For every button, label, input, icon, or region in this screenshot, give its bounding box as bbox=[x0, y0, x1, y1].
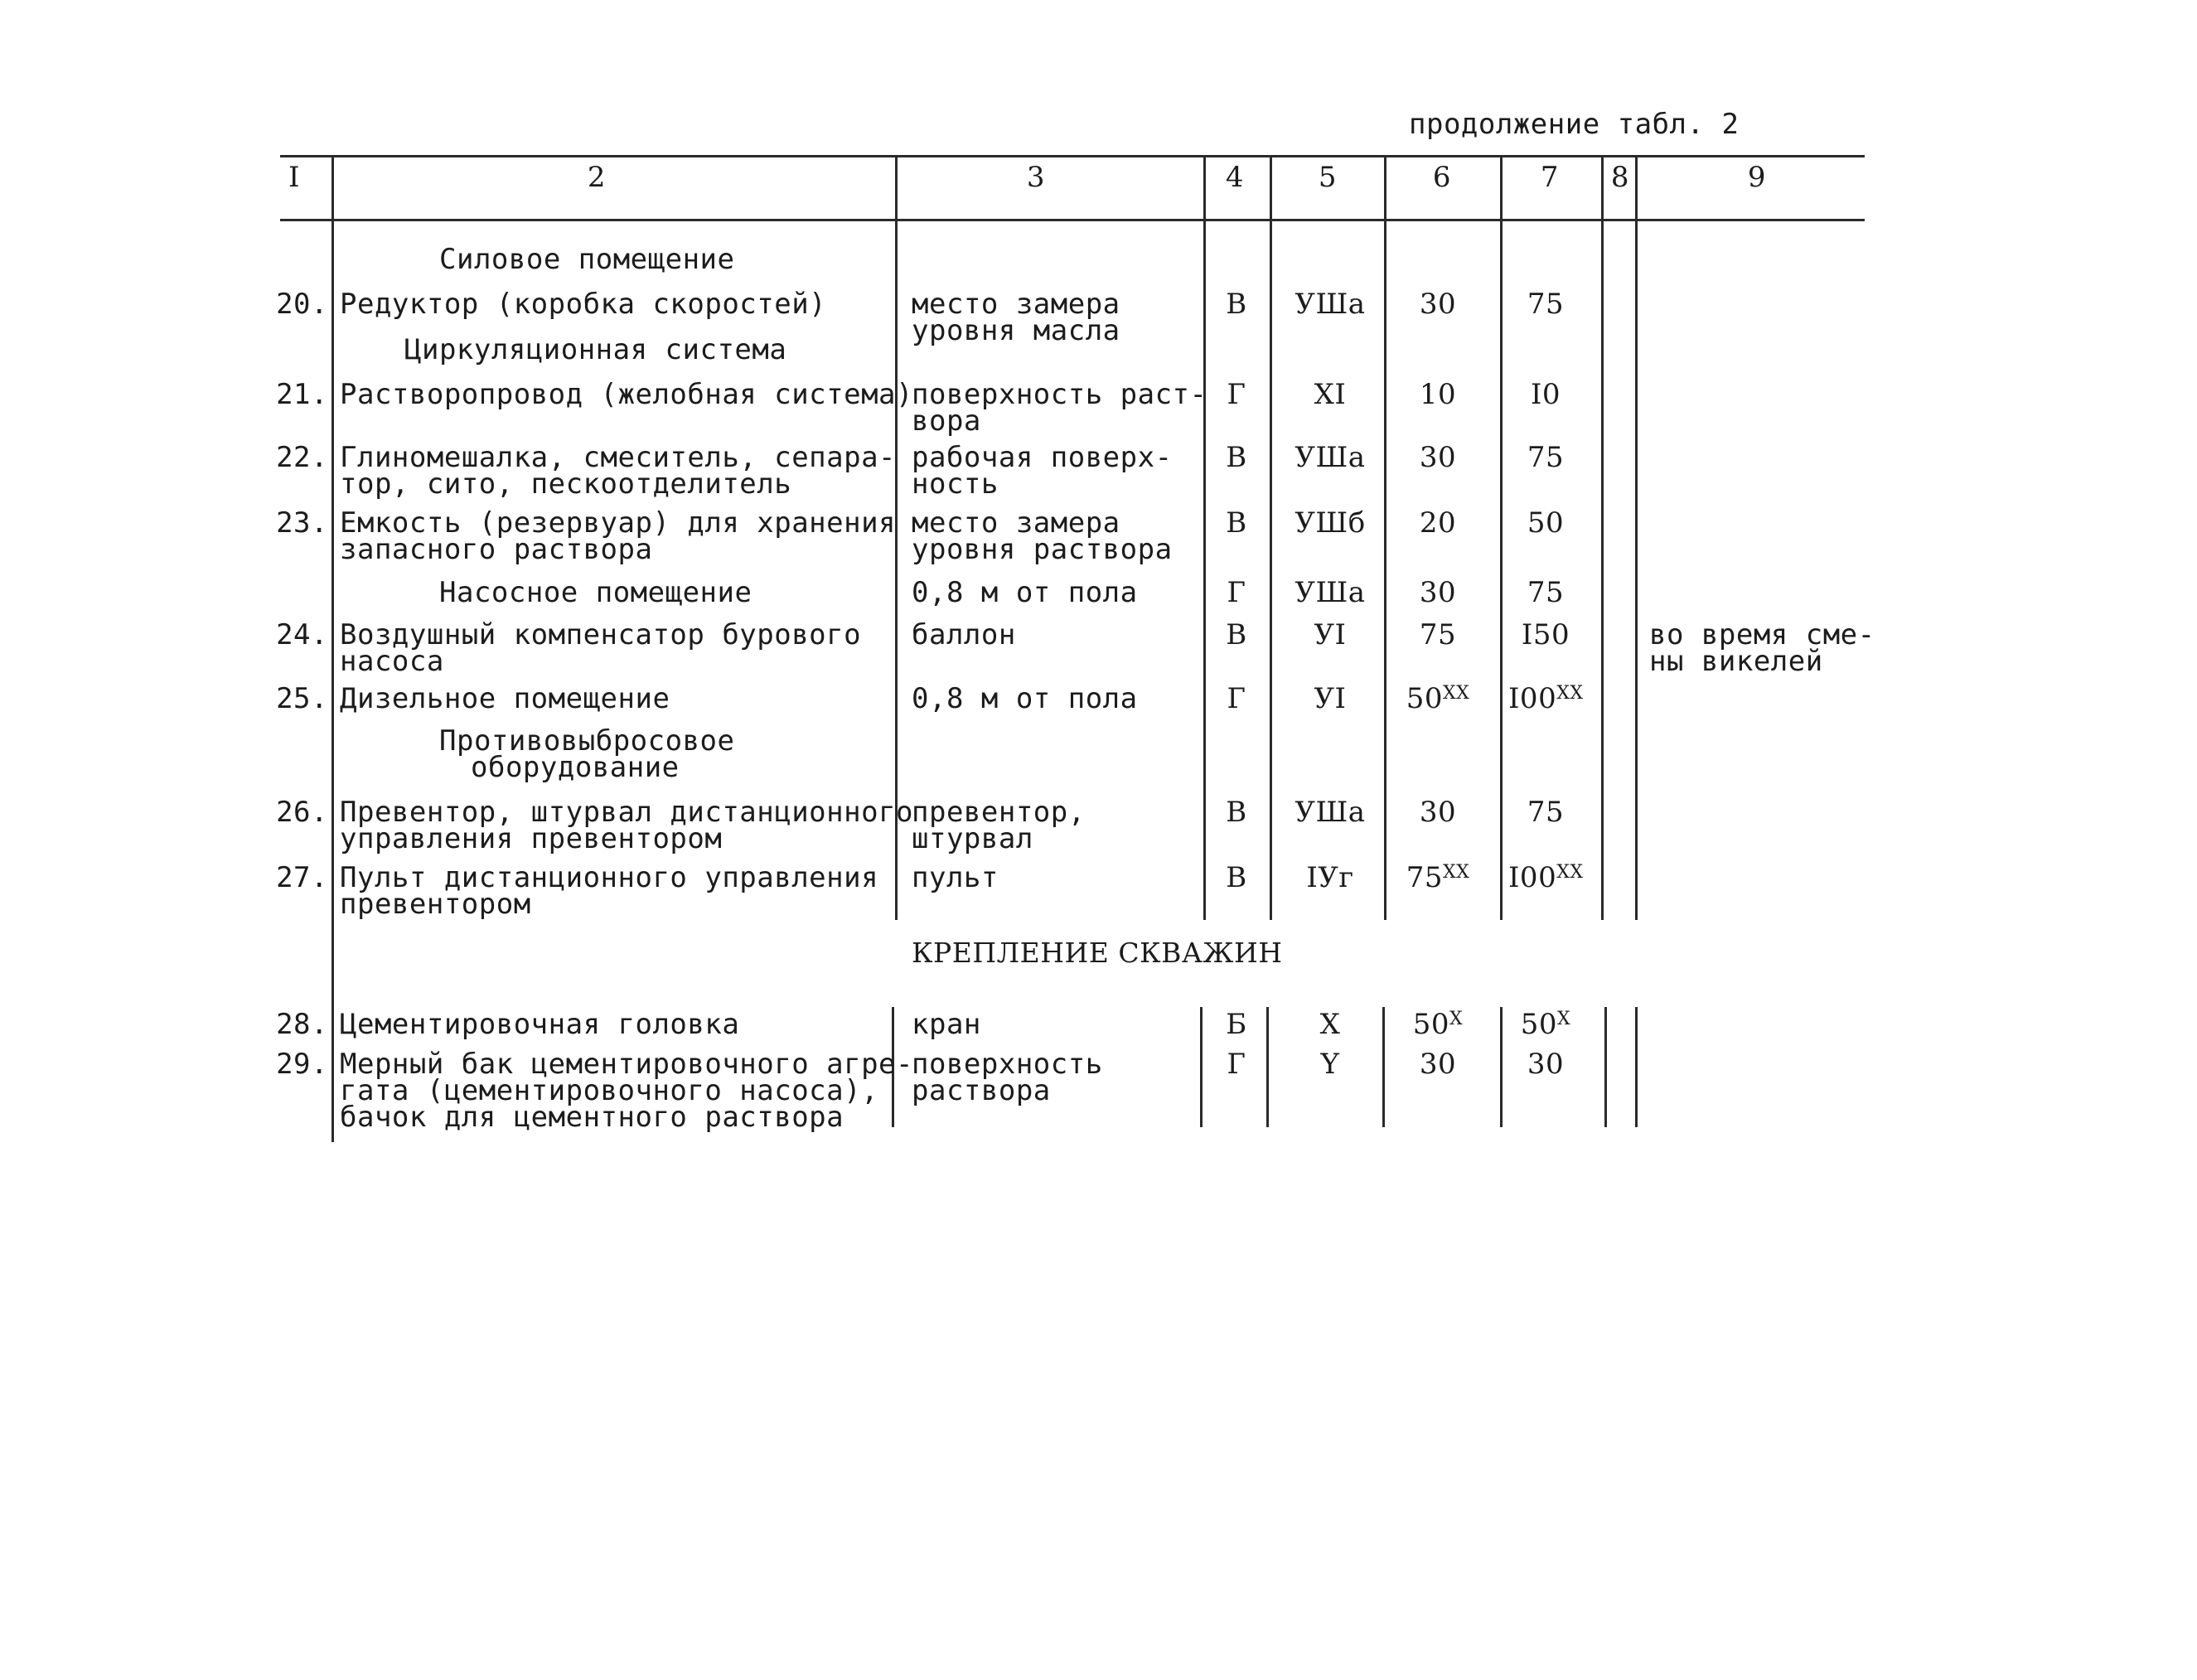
row-c6-value: 30 bbox=[1419, 441, 1457, 474]
row-c6-superscript: XX bbox=[1442, 683, 1470, 704]
row-place-line: пульт bbox=[912, 861, 999, 894]
row-c6-value: 50 bbox=[1412, 1008, 1450, 1041]
row-c7 bbox=[1508, 618, 1583, 651]
row-place-line: место замера bbox=[912, 506, 1120, 540]
section-heading: КРЕПЛЕНИЕ СКВАЖИН bbox=[912, 937, 1283, 969]
row-name-line: Цементировочная головка bbox=[340, 1008, 740, 1041]
row-c5: XI bbox=[1314, 378, 1347, 411]
row-c6-superscript: XX bbox=[1442, 862, 1470, 883]
section-heading: Циркуляционная система bbox=[404, 333, 787, 366]
header-col-9: 9 bbox=[1747, 161, 1767, 194]
row-c7-value: 75 bbox=[1527, 796, 1565, 829]
column-divider-4 bbox=[1270, 156, 1272, 920]
row-c7-value: 50 bbox=[1527, 506, 1565, 540]
section-heading: Насосное помещение bbox=[439, 576, 752, 609]
row-name-line: бачок для цементного раствора bbox=[340, 1101, 844, 1134]
row-c6 bbox=[1401, 441, 1475, 474]
pump-room-c4: Г bbox=[1227, 576, 1246, 609]
row-c7-value: 75 bbox=[1527, 288, 1565, 321]
row-c7 bbox=[1508, 378, 1583, 411]
column-divider-5 bbox=[1384, 156, 1386, 920]
row-place-line: уровня масла bbox=[912, 314, 1120, 347]
column-divider-8 bbox=[1635, 156, 1638, 920]
row-name-line: насоса bbox=[340, 645, 444, 678]
row-c6 bbox=[1401, 1048, 1475, 1081]
row-note-line: во время сме- bbox=[1649, 618, 1875, 651]
row-name-line: Мерный бак цементировочного агре- bbox=[340, 1048, 914, 1081]
row-name-line: управления превентором bbox=[340, 822, 723, 855]
row-name-line: Растворопровод (желобная система) bbox=[340, 378, 914, 411]
pump-room-c5: УШа bbox=[1294, 576, 1366, 609]
row-c5: X bbox=[1319, 1008, 1341, 1041]
header-col-1: I bbox=[288, 161, 300, 194]
column-divider-7b bbox=[1604, 1007, 1607, 1127]
row-number: 28. bbox=[276, 1008, 328, 1041]
row-c6 bbox=[1401, 682, 1475, 715]
row-c7-value: I00 bbox=[1508, 682, 1557, 715]
row-c7-value: I00 bbox=[1508, 861, 1557, 894]
row-number: 24. bbox=[276, 618, 328, 651]
header-col-3: 3 bbox=[1026, 161, 1046, 194]
row-c6-value: 10 bbox=[1419, 378, 1457, 411]
row-c4: В bbox=[1226, 506, 1247, 540]
row-c7 bbox=[1508, 682, 1584, 715]
row-c5: УШб bbox=[1294, 506, 1366, 540]
row-c6 bbox=[1401, 378, 1475, 411]
row-c6-value: 30 bbox=[1419, 796, 1457, 829]
row-place-line: поверхность bbox=[912, 1048, 1103, 1081]
row-note-line: ны викелей bbox=[1649, 645, 1823, 678]
row-c7 bbox=[1508, 796, 1583, 829]
table-top-rule bbox=[280, 155, 1865, 157]
row-c5: УI bbox=[1314, 618, 1347, 651]
section-heading: Противовыбросовое bbox=[439, 724, 735, 758]
row-c7-value: 30 bbox=[1527, 1048, 1565, 1081]
row-c7-superscript: XX bbox=[1556, 862, 1584, 883]
pump-room-c6: 30 bbox=[1419, 576, 1457, 609]
row-c7 bbox=[1508, 441, 1583, 474]
row-c6-value: 30 bbox=[1419, 288, 1457, 321]
row-name-line: тор, сито, пескоотделитель bbox=[340, 467, 792, 501]
row-c5: УШа bbox=[1294, 288, 1366, 321]
row-c7 bbox=[1508, 506, 1583, 540]
column-divider-8b bbox=[1635, 1007, 1638, 1127]
row-c6-value: 30 bbox=[1419, 1048, 1457, 1081]
row-c6-superscript: X bbox=[1449, 1009, 1464, 1029]
row-place-line: поверхность раст- bbox=[912, 378, 1207, 411]
row-c7-value: I0 bbox=[1530, 378, 1561, 411]
row-c4: В bbox=[1226, 288, 1247, 321]
row-place-line: рабочая поверх- bbox=[912, 441, 1173, 474]
row-c4: В bbox=[1226, 796, 1247, 829]
row-place-line: место замера bbox=[912, 288, 1120, 321]
row-c6 bbox=[1401, 1008, 1475, 1041]
row-c6 bbox=[1401, 506, 1475, 540]
header-col-8: 8 bbox=[1610, 161, 1630, 194]
row-place-line: раствора bbox=[912, 1074, 1051, 1107]
row-c6 bbox=[1401, 796, 1475, 829]
pump-room-c7: 75 bbox=[1527, 576, 1565, 609]
row-c4: В bbox=[1226, 861, 1247, 894]
row-place-line: кран bbox=[912, 1008, 981, 1041]
row-number: 22. bbox=[276, 441, 328, 474]
row-c6 bbox=[1401, 861, 1475, 894]
row-c4: В bbox=[1226, 441, 1247, 474]
row-name-line: Пульт дистанционного управления bbox=[340, 861, 879, 894]
header-col-7: 7 bbox=[1540, 161, 1560, 194]
column-divider-6b bbox=[1500, 1007, 1503, 1127]
pump-room-place: 0,8 м от пола bbox=[912, 576, 1138, 609]
header-col-6: 6 bbox=[1432, 161, 1452, 194]
column-divider-3 bbox=[1203, 156, 1206, 920]
row-name-line: Глиномешалка, смеситель, сепара- bbox=[340, 441, 897, 474]
row-c4: Г bbox=[1227, 378, 1246, 411]
column-divider-3b bbox=[1200, 1007, 1203, 1127]
row-place-line: вора bbox=[912, 404, 981, 438]
row-name-line: запасного раствора bbox=[340, 533, 653, 566]
row-number: 23. bbox=[276, 506, 328, 540]
row-c6-value: 20 bbox=[1419, 506, 1457, 540]
row-c6-value: 75 bbox=[1406, 861, 1443, 894]
header-bottom-rule bbox=[280, 219, 1865, 221]
row-place-line: баллон bbox=[912, 618, 1016, 651]
row-c6 bbox=[1401, 288, 1475, 321]
row-number: 21. bbox=[276, 378, 328, 411]
section-heading: оборудование bbox=[471, 751, 680, 784]
row-number: 27. bbox=[276, 861, 328, 894]
row-c7-superscript: X bbox=[1557, 1009, 1571, 1029]
row-c5: Y bbox=[1320, 1048, 1340, 1081]
row-place-line: уровня раствора bbox=[912, 533, 1173, 566]
row-number: 20. bbox=[276, 288, 328, 321]
continuation-caption: продолжение табл. 2 bbox=[1409, 108, 1740, 141]
row-place-line: 0,8 м от пола bbox=[912, 682, 1138, 715]
row-c6-value: 75 bbox=[1419, 618, 1457, 651]
row-c4: В bbox=[1226, 618, 1247, 651]
header-col-5: 5 bbox=[1318, 161, 1338, 194]
column-divider-6 bbox=[1500, 156, 1503, 920]
row-c5: УШа bbox=[1294, 441, 1366, 474]
row-c5: УШа bbox=[1294, 796, 1366, 829]
row-c7-superscript: XX bbox=[1556, 683, 1584, 704]
column-divider-4b bbox=[1266, 1007, 1269, 1127]
row-c7-value: 75 bbox=[1527, 441, 1565, 474]
row-place-line: штурвал bbox=[912, 822, 1033, 855]
row-c7 bbox=[1508, 1048, 1583, 1081]
row-place-line: превентор, bbox=[912, 796, 1086, 829]
row-c7-value: 50 bbox=[1520, 1008, 1558, 1041]
row-number: 26. bbox=[276, 796, 328, 829]
section-heading: Силовое помещение bbox=[439, 243, 735, 276]
row-c6-value: 50 bbox=[1406, 682, 1443, 715]
row-number: 25. bbox=[276, 682, 328, 715]
row-c7-value: I50 bbox=[1521, 618, 1570, 651]
row-c7 bbox=[1508, 288, 1583, 321]
row-name-line: превентором bbox=[340, 888, 531, 921]
row-c4: Б bbox=[1226, 1008, 1247, 1041]
row-name-line: гата (цементировочного насоса), bbox=[340, 1074, 879, 1107]
row-c7 bbox=[1508, 1008, 1583, 1041]
row-place-line: ность bbox=[912, 467, 999, 501]
row-name-line: Превентор, штурвал дистанционного bbox=[340, 796, 914, 829]
row-c4: Г bbox=[1227, 1048, 1246, 1081]
column-divider-1 bbox=[331, 156, 334, 1142]
row-number: 29. bbox=[276, 1048, 328, 1081]
row-c5: IУг bbox=[1306, 861, 1354, 894]
row-c6 bbox=[1401, 618, 1475, 651]
header-col-4: 4 bbox=[1225, 161, 1245, 194]
row-name-line: Емкость (резервуар) для хранения bbox=[340, 506, 897, 540]
row-c4: Г bbox=[1227, 682, 1246, 715]
column-divider-5b bbox=[1382, 1007, 1385, 1127]
row-c5: УI bbox=[1314, 682, 1347, 715]
column-divider-7 bbox=[1601, 156, 1604, 920]
row-c7 bbox=[1508, 861, 1584, 894]
row-name-line: Воздушный компенсатор бурового bbox=[340, 618, 862, 651]
row-name-line: Редуктор (коробка скоростей) bbox=[340, 288, 827, 321]
header-col-2: 2 bbox=[587, 161, 607, 194]
row-name-line: Дизельное помещение bbox=[340, 682, 670, 715]
